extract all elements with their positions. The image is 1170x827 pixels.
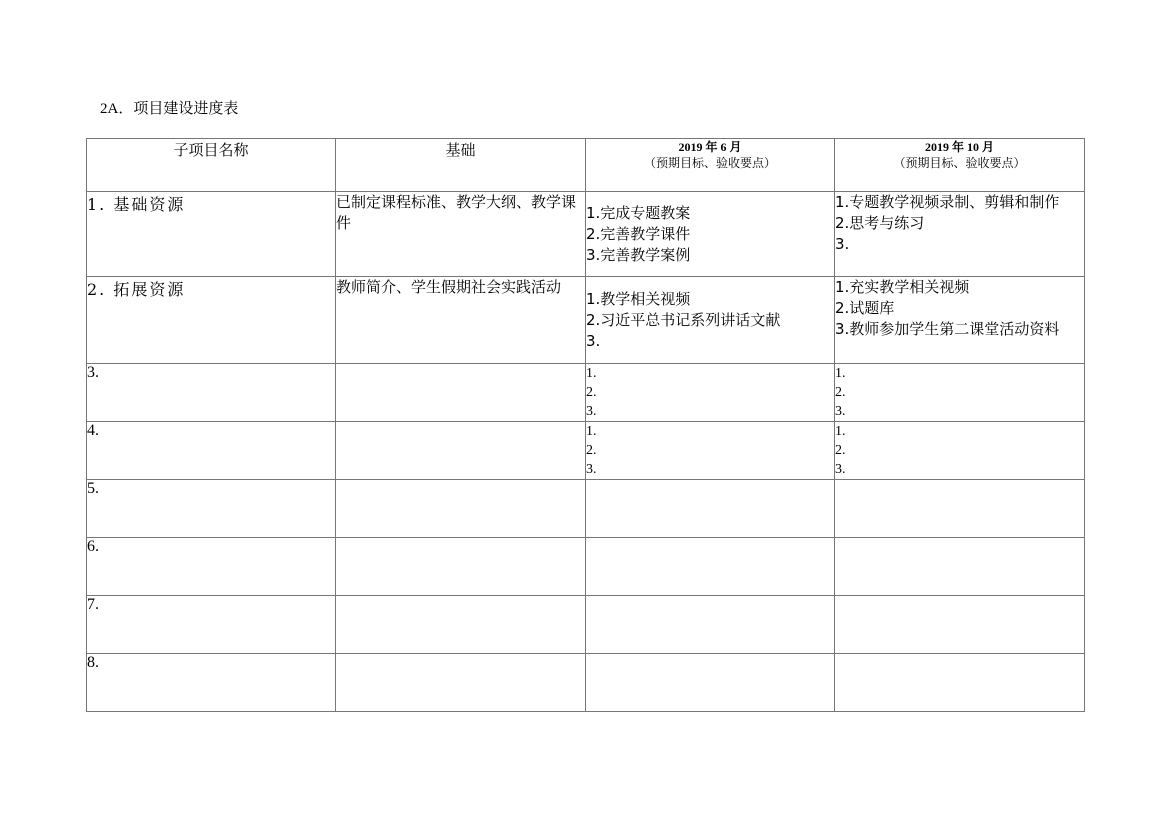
basis-cell: 教师简介、学生假期社会实践活动 bbox=[336, 277, 586, 364]
header-period-1-date: 2019 年 6 月 bbox=[678, 140, 742, 154]
goal-item: 2.完善教学课件 bbox=[586, 224, 691, 243]
subproject-name-cell: 7. bbox=[87, 596, 336, 654]
subproject-name-cell: 2. 拓展资源 bbox=[87, 277, 336, 364]
subproject-name-cell: 5. bbox=[87, 480, 336, 538]
goal-item: 1. bbox=[586, 366, 597, 381]
goal-item: 3. bbox=[835, 462, 846, 477]
goals-period-1-cell bbox=[586, 538, 835, 596]
goal-item: 3. bbox=[586, 462, 597, 477]
goal-item: 2. bbox=[586, 385, 597, 400]
goal-item: 2. bbox=[835, 385, 846, 400]
table-row bbox=[87, 277, 1085, 364]
table-row bbox=[87, 422, 1085, 480]
goal-item: 3. bbox=[835, 235, 850, 253]
table-row bbox=[87, 654, 1085, 712]
goal-item: 3. bbox=[586, 331, 601, 350]
basis-cell bbox=[336, 538, 586, 596]
goal-item: 1. bbox=[586, 424, 597, 439]
goals-period-2-cell bbox=[835, 654, 1085, 712]
goals-period-1-cell bbox=[586, 596, 835, 654]
basis-cell bbox=[336, 596, 586, 654]
subproject-name-cell: 6. bbox=[87, 538, 336, 596]
table-row bbox=[87, 596, 1085, 654]
goal-item: 1.专题教学视频录制、剪辑和制作 bbox=[835, 193, 1060, 211]
goal-item: 3. bbox=[835, 404, 846, 419]
subproject-name-cell: 8. bbox=[87, 654, 336, 712]
header-period-2-date: 2019 年 10 月 bbox=[924, 140, 994, 154]
header-period-2 bbox=[835, 139, 1085, 192]
basis-cell bbox=[336, 480, 586, 538]
goal-item: 3. bbox=[586, 404, 597, 419]
table-row bbox=[87, 538, 1085, 596]
progress-table bbox=[86, 138, 1085, 712]
goals-period-1-cell bbox=[586, 277, 835, 364]
table-header-row bbox=[87, 139, 1085, 192]
basis-cell bbox=[336, 654, 586, 712]
goals-period-2-cell bbox=[835, 422, 1085, 480]
table-row bbox=[87, 480, 1085, 538]
goals-period-2-cell bbox=[835, 538, 1085, 596]
basis-cell: 已制定课程标准、教学大纲、教学课件 bbox=[336, 192, 586, 277]
goal-item: 1.教学相关视频 bbox=[586, 289, 691, 308]
goal-item: 2.思考与练习 bbox=[835, 214, 925, 232]
goals-period-2-cell bbox=[835, 277, 1085, 364]
goal-item: 1. bbox=[835, 424, 846, 439]
goals-period-1-cell bbox=[586, 654, 835, 712]
goal-item: 3.完善教学案例 bbox=[586, 245, 691, 264]
header-subproject-name: 子项目名称 bbox=[87, 139, 336, 192]
subproject-name-cell: 4. bbox=[87, 422, 336, 480]
subproject-name-cell: 3. bbox=[87, 364, 336, 422]
goal-item: 3.教师参加学生第二课堂活动资料 bbox=[835, 320, 1060, 338]
goals-period-1-cell bbox=[586, 422, 835, 480]
goal-item: 1.完成专题教案 bbox=[586, 203, 691, 222]
goals-period-1-cell bbox=[586, 364, 835, 422]
goal-item: 2.习近平总书记系列讲话文献 bbox=[586, 310, 781, 329]
table-row bbox=[87, 192, 1085, 277]
subproject-name-cell: 1. 基础资源 bbox=[87, 192, 336, 277]
header-period-2-note: （预期目标、验收要点） bbox=[893, 156, 1026, 170]
goal-item: 2.试题库 bbox=[835, 299, 895, 317]
goals-period-1-cell bbox=[586, 480, 835, 538]
goals-period-2-cell bbox=[835, 192, 1085, 277]
header-basis: 基础 bbox=[336, 139, 586, 192]
goals-period-2-cell bbox=[835, 596, 1085, 654]
header-period-1 bbox=[586, 139, 835, 192]
document-title: 2A．项目建设进度表 bbox=[100, 101, 239, 117]
basis-cell bbox=[336, 422, 586, 480]
goal-item: 1. bbox=[835, 366, 846, 381]
header-period-1-note: （预期目标、验收要点） bbox=[643, 156, 776, 170]
basis-cell bbox=[336, 364, 586, 422]
goals-period-1-cell bbox=[586, 192, 835, 277]
table-row bbox=[87, 364, 1085, 422]
goal-item: 2. bbox=[586, 443, 597, 458]
goal-item: 2. bbox=[835, 443, 846, 458]
goals-period-2-cell bbox=[835, 364, 1085, 422]
goals-period-2-cell bbox=[835, 480, 1085, 538]
goal-item: 1.充实教学相关视频 bbox=[835, 278, 970, 296]
